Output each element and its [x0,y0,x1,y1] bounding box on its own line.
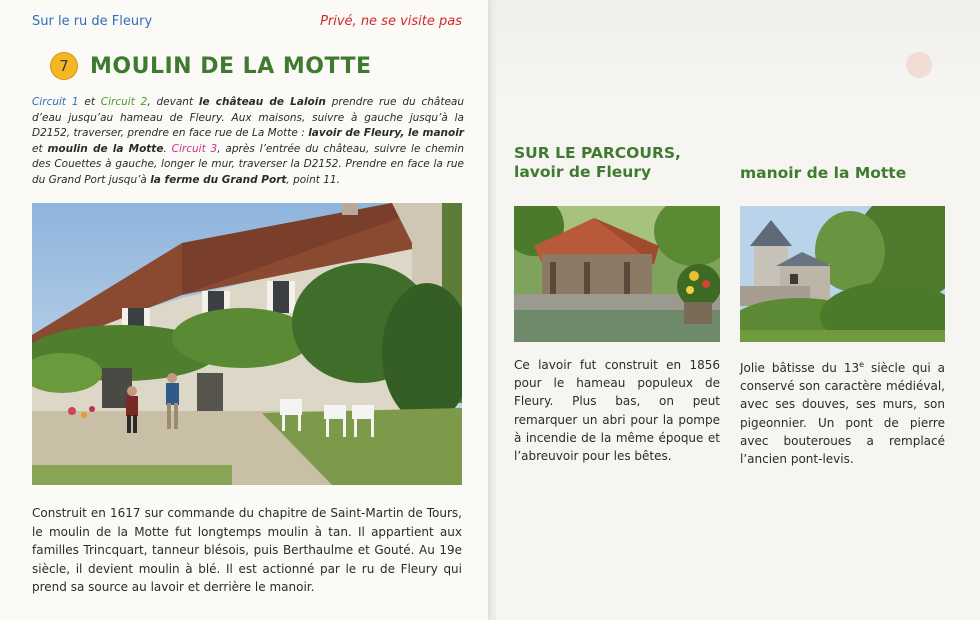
mill-house-photo [32,203,462,485]
running-head-left: Sur le ru de Fleury [32,14,153,29]
circuit-2-label: Circuit 2 [100,96,148,108]
lavoir-heading: lavoir de Fleury [514,163,652,181]
lavoir-caption: Ce lavoir fut construit en 1856 pour le hameau populeux de Fleury. Plus bas, on peut remarquer un abri pour la pompe à incendie de la même époque et l’abreuvoir pour les bêtes. [514,358,720,464]
running-head-right: Privé, ne se visite pas [320,14,462,29]
lavoir-manoir-name: lavoir de Fleury, le manoir [308,127,464,139]
moulin-name: moulin de la Motte [47,142,164,155]
entry-number-badge: 7 [50,52,78,80]
show-through-circle [906,52,932,78]
show-through-band [496,0,980,100]
route-directions: Circuit 1 et Circuit 2, devant le château de Laloin prendre rue du château d’eau jusqu’au hameau de Fleury. Aux maisons, suivre à gauche jusqu’à la D2152, traverser, prendre en face rue de La Motte : lavoir de Fleury, le manoir et moulin de la Motte. Circuit 3, après l’entrée du château, suivre le chemin des Couettes à gauche, longer le mur, traverser la D2152. Prendre en face la rue du Grand Port jusqu’à la ferme du Grand Port, point 11. [32,96,465,186]
mill-description: Construit en 1617 sur commande du chapitre de Saint-Martin de Tours, le moulin de la Motte fut longtemps moulin à tan. Il appartient aux familles Trincquart, tanneur blésois, puis Berthaulme et Gouté. Au 19e siècle, il devient moulin à blé. Il est actionné par le ru de Fleury qui prend sa source au lavoir et derrière le manoir. [32,506,462,594]
circuit-1-label: Circuit 1 [32,96,79,108]
entry-title: MOULIN DE LA MOTTE [90,53,372,79]
manoir-heading: manoir de la Motte [740,164,907,182]
entry-title-row [50,52,372,80]
circuit-3-label: Circuit 3 [171,142,218,155]
chateau-name: le château de Laloin [198,96,326,108]
parcours-heading-line1: SUR LE PARCOURS, [514,144,681,162]
ferme-name: la ferme du Grand Port [150,173,287,186]
lavoir-photo [514,206,720,342]
parcours-heading [514,144,681,182]
manoir-photo [740,206,945,342]
manoir-caption: Jolie bâtisse du 13e siècle qui a conservé son caractère médiéval, avec ses douves, ses murs, son pigeonnier. Un pont de pierre avec bouteroues a remplacé l’ancien pont-levis. [740,360,946,467]
